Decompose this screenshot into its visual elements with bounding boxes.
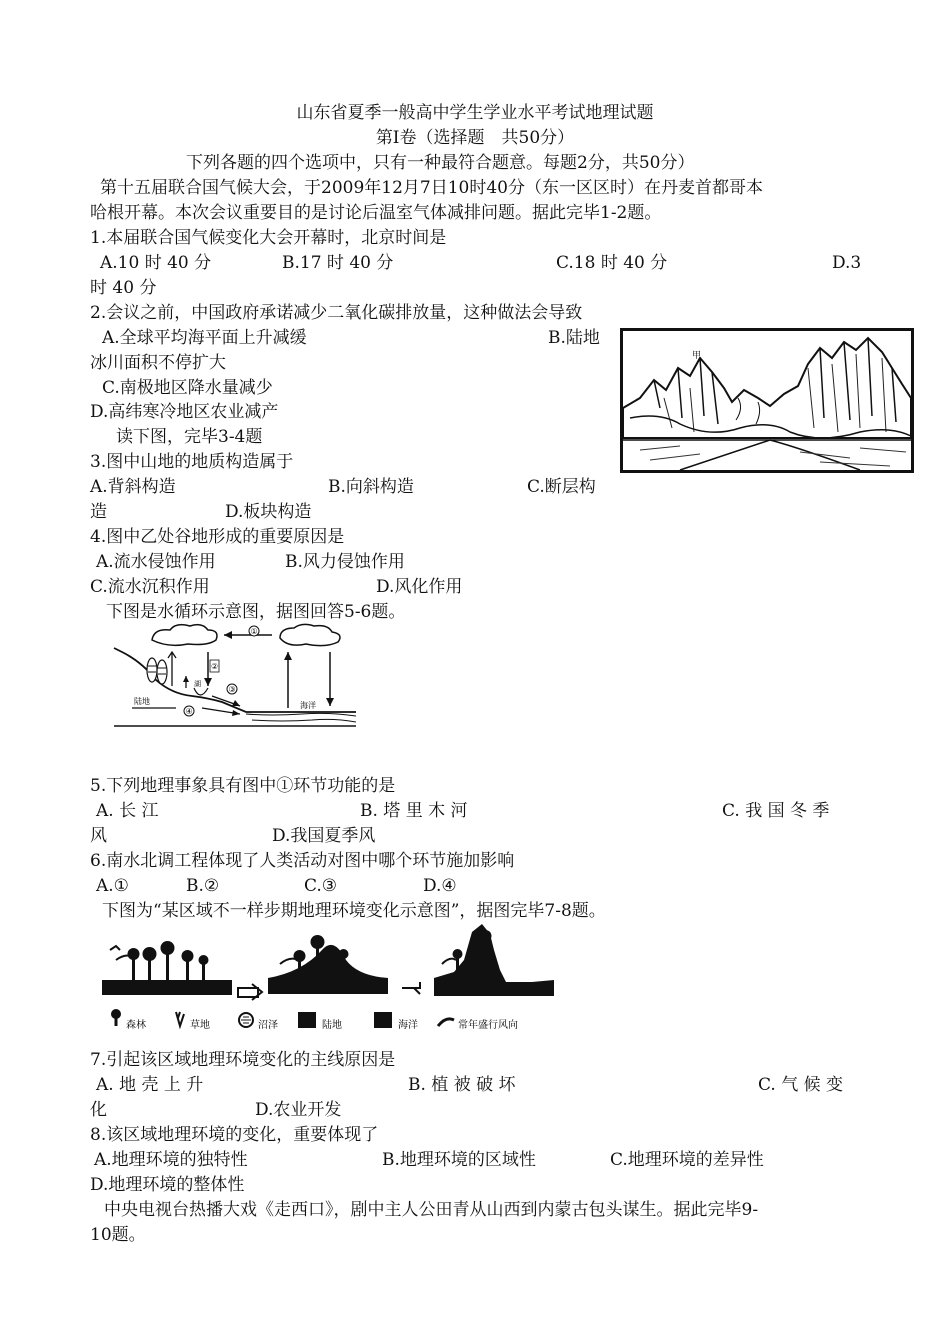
cloud-icon: [152, 625, 217, 646]
question-3-option-b: B.向斜构造: [328, 477, 414, 497]
exam-title: 山东省夏季一般高中学生学业水平考试地理试题: [296, 103, 654, 123]
water-cycle-figure: [112, 622, 356, 728]
ocean-swatch-icon: [374, 1012, 392, 1028]
environment-change-figure: [102, 920, 558, 1040]
question-8-option-d: D.地理环境的整体性: [90, 1175, 245, 1195]
question-8-option-c: C.地理环境的差异性: [610, 1150, 764, 1170]
intro-paragraph-1-line-2: 哈根开幕。本次会议重要目的是讨论后温室气体减排问题。据此完毕1-2题。: [90, 203, 662, 223]
question-4-option-d: D.风化作用: [376, 577, 463, 597]
svg-text:③: ③: [228, 685, 236, 694]
svg-text:森林: 森林: [126, 1020, 146, 1031]
question-2-option-b: B.陆地: [548, 328, 600, 348]
question-8-stem: 8.该区域地理环境的变化，重要体现了: [90, 1125, 379, 1145]
question-3-option-d: D.板块构造: [225, 502, 312, 522]
question-3-option-c: C.断层构: [527, 477, 596, 497]
question-5-option-c: C. 我 国 冬 季: [722, 801, 830, 821]
question-2-stem: 2.会议之前，中国政府承诺减少二氧化碳排放量，这种做法会导致: [90, 303, 583, 323]
question-3-stem: 3.图中山地的地质构造属于: [90, 452, 294, 472]
question-7-option-a: A. 地 壳 上 升: [96, 1075, 204, 1095]
question-2-option-c: C.南极地区降水量减少: [102, 378, 273, 398]
question-6-option-b: B.②: [186, 876, 220, 896]
section-title: 第Ⅰ卷（选择题 共50分）: [375, 128, 575, 148]
question-5-option-b: B. 塔 里 木 河: [360, 801, 468, 821]
section-instruction: 下列各题的四个选项中，只有一种最符合题意。每题2分，共50分）: [186, 153, 695, 173]
svg-text:④: ④: [185, 707, 193, 716]
question-7-option-c-cont: 化: [90, 1100, 107, 1120]
intro-figure-2: 下图是水循环示意图，据图回答5-6题。: [106, 602, 406, 622]
intro-figure-3: 下图为“某区域不一样步期地理环境变化示意图”，据图完毕7-8题。: [102, 901, 606, 921]
forest-icon: [111, 1009, 121, 1019]
svg-text:②: ②: [211, 662, 219, 671]
tree-icon: [147, 658, 157, 682]
wind-direction-icon: [438, 1019, 454, 1026]
svg-text:①: ①: [250, 627, 258, 636]
question-7-option-c: C. 气 候 变: [758, 1075, 844, 1095]
question-8-option-a: A.地理环境的独特性: [94, 1150, 248, 1170]
intro-paragraph-5-line-1: 中央电视台热播大戏《走西口》，剧中主人公田青从山西到内蒙古包头谋生。据此完毕9-: [104, 1200, 759, 1220]
question-6-option-c: C.③: [304, 876, 338, 896]
mountain-landscape-figure: [620, 328, 914, 473]
question-6-option-d: D.④: [423, 876, 457, 896]
question-7-option-d: D.农业开发: [255, 1100, 342, 1120]
question-5-option-a: A. 长 江: [96, 801, 159, 821]
intro-paragraph-1-line-1: 第十五届联合国气候大会，于2009年12月7日10时40分（东一区区时）在丹麦首都哥本: [100, 178, 763, 198]
question-5-option-c-cont: 风: [90, 826, 107, 846]
question-5-stem: 5.下列地理事象具有图中①环节功能的是: [90, 776, 396, 796]
question-4-option-a: A.流水侵蚀作用: [96, 552, 216, 572]
question-1-option-b: B.17 时 40 分: [282, 253, 394, 273]
question-6-stem: 6.南水北调工程体现了人类活动对图中哪个环节施加影响: [90, 851, 515, 871]
question-6-option-a: A.①: [96, 876, 129, 896]
question-4-stem: 4.图中乙处谷地形成的重要原因是: [90, 527, 345, 547]
svg-text:草地: 草地: [190, 1020, 210, 1031]
question-1-stem: 1.本届联合国气候变化大会开幕时，北京时间是: [90, 228, 447, 248]
figure-1-label-jia: 甲: [692, 351, 702, 361]
question-4-option-b: B.风力侵蚀作用: [285, 552, 405, 572]
svg-text:海洋: 海洋: [300, 701, 316, 710]
svg-text:沼泽: 沼泽: [258, 1020, 278, 1031]
svg-text:湖: 湖: [194, 680, 201, 688]
question-2-option-a: A.全球平均海平面上升减缓: [102, 328, 307, 348]
question-1-option-a: A.10 时 40 分: [100, 253, 212, 273]
cloud-icon: [280, 624, 340, 645]
question-4-option-c: C.流水沉积作用: [90, 577, 210, 597]
question-2-option-b-cont: 冰川面积不停扩大: [90, 353, 226, 373]
svg-text:陆地: 陆地: [322, 1020, 342, 1031]
intro-paragraph-5-line-2: 10题。: [90, 1225, 146, 1245]
svg-text:常年盛行风向: 常年盛行风向: [458, 1020, 518, 1031]
intro-figure-1: 读下图，完毕3-4题: [116, 427, 263, 447]
question-7-option-b: B. 植 被 破 坏: [408, 1075, 516, 1095]
question-3-option-a: A.背斜构造: [90, 477, 176, 497]
land-swatch-icon: [298, 1012, 316, 1028]
figure-3-legend: [111, 1009, 518, 1031]
question-5-option-d: D.我国夏季风: [272, 826, 376, 846]
question-1-option-c: C.18 时 40 分: [556, 253, 668, 273]
question-1-option-d: D.3: [832, 253, 862, 273]
grass-icon: [176, 1012, 184, 1026]
question-2-option-d: D.高纬寒冷地区农业减产: [90, 402, 279, 422]
svg-text:陆地: 陆地: [134, 697, 150, 706]
tree-icon: [157, 660, 167, 684]
svg-text:海洋: 海洋: [398, 1020, 418, 1031]
question-3-option-c-cont: 造: [90, 502, 107, 522]
question-7-stem: 7.引起该区域地理环境变化的主线原因是: [90, 1050, 396, 1070]
question-8-option-b: B.地理环境的区域性: [382, 1150, 536, 1170]
question-1-option-d-cont: 时 40 分: [90, 278, 157, 298]
